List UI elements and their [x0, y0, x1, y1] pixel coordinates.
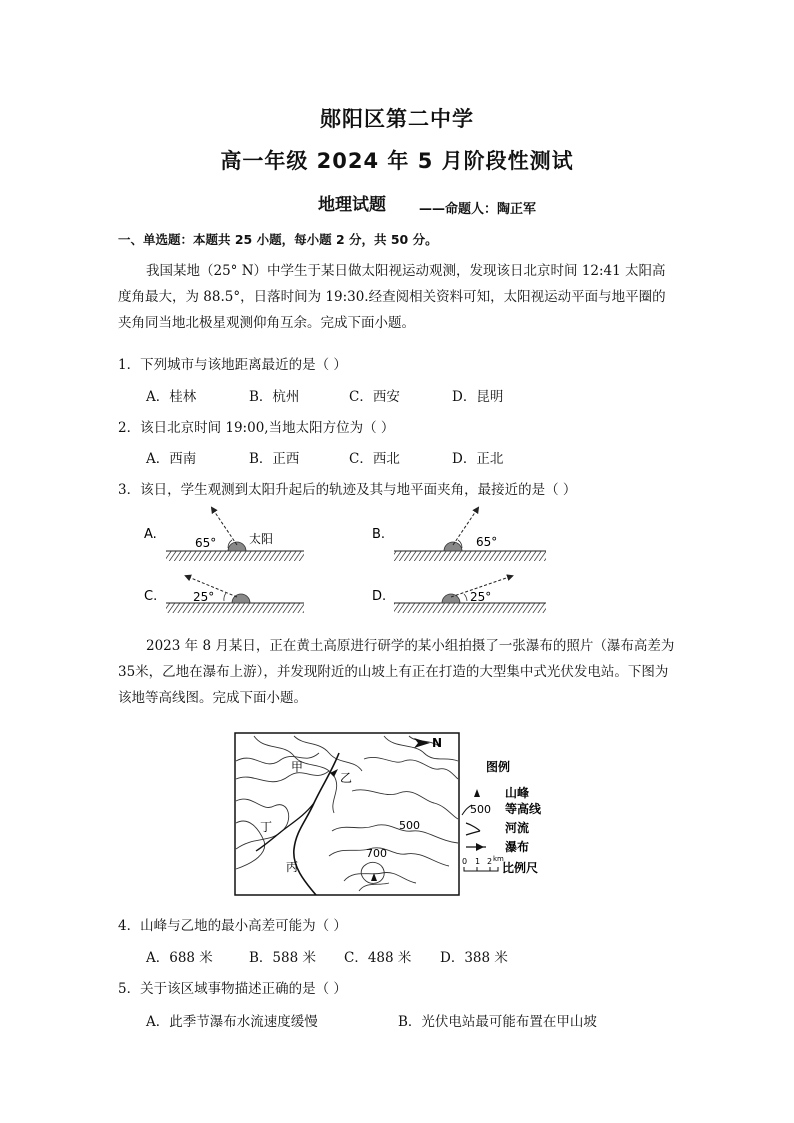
- contour-label-700: 700: [366, 847, 387, 860]
- diagram-d: [372, 576, 546, 613]
- north-label: N: [432, 736, 443, 750]
- peak-icon: [474, 789, 480, 797]
- legend-title: 图例: [486, 760, 511, 774]
- question-5-option-a: A．此季节瀑布水流速度缓慢: [146, 1014, 318, 1030]
- diagram-c-letter: C.: [144, 589, 158, 604]
- legend-contour-value: 500: [470, 803, 491, 816]
- diagram-c: [144, 576, 304, 613]
- legend-contour-label: 等高线: [505, 802, 542, 816]
- question-4-option-d: D．388 米: [440, 950, 508, 966]
- question-3-stem: 3．该日，学生观测到太阳升起后的轨迹及其与地平面夹角，最接近的是（ ）: [118, 482, 577, 498]
- question-4-option-b: B．588 米: [249, 950, 316, 966]
- question-4-option-a: A．688 米: [146, 950, 213, 966]
- diagram-a-angle: 65°: [195, 536, 217, 550]
- question-1-option-b: B．杭州: [249, 389, 300, 405]
- svg-text:km: km: [493, 855, 504, 863]
- author-line: ——命题人：陶正军: [419, 202, 537, 217]
- sun-icon: [232, 594, 250, 603]
- section-heading: 一、单选题：本题共 25 小题，每小题 2 分，共 50 分。: [118, 232, 438, 247]
- scale-bar: [462, 855, 538, 875]
- sun-icon: [228, 542, 246, 551]
- question-2-option-a: A．西南: [146, 451, 197, 467]
- subject-title: 地理试题: [318, 195, 386, 215]
- question-2-stem: 2．该日北京时间 19:00,当地太阳方位为（ ）: [118, 420, 395, 436]
- question-1-option-d: D．昆明: [452, 389, 504, 405]
- diagram-d-letter: D.: [372, 589, 387, 604]
- exam-title: 高一年级 2024 年 5 月阶段性测试: [220, 149, 574, 173]
- legend-waterfall-label: 瀑布: [505, 840, 530, 854]
- diagram-a: [144, 508, 304, 561]
- svg-text:0: 0: [462, 857, 468, 866]
- question-2-option-d: D．正北: [452, 451, 504, 467]
- map-legend: [462, 759, 542, 875]
- diagram-a-sun-label: 太阳: [249, 532, 274, 546]
- diagram-b-letter: B.: [372, 527, 386, 542]
- passage-1: 我国某地（25° N）中学生于某日做太阳视运动观测，发现该日北京时间 12:41 太阳高度角最大，为 88.5°，日落时间为 19:30.经查阅相关资料可知，太阳视运动平面与地平圈的夹角同当地北极星观测仰角互余。完成下面小题。: [118, 263, 666, 331]
- place-jia: 甲: [291, 760, 304, 774]
- svg-text:1: 1: [475, 857, 481, 866]
- question-4-option-c: C．488 米: [344, 950, 412, 966]
- question-1-option-a: A．桂林: [146, 389, 197, 405]
- river-icon: [466, 823, 480, 835]
- school-title: 郧阳区第二中学: [320, 107, 474, 131]
- diagram-c-angle: 25°: [193, 590, 215, 604]
- scale-label: 比例尺: [502, 861, 539, 875]
- question-1-option-c: C．西安: [349, 389, 400, 405]
- diagram-b-angle: 65°: [476, 535, 498, 549]
- sun-path-diagrams: [140, 500, 560, 620]
- place-yi: 乙: [340, 771, 353, 785]
- contour-map: [234, 731, 560, 897]
- question-4-stem: 4．山峰与乙地的最小高差可能为（ ）: [118, 918, 347, 934]
- question-1-stem: 1．下列城市与该地距离最近的是（ ）: [118, 357, 347, 373]
- diagram-a-letter: A.: [144, 527, 157, 542]
- map-frame: [235, 733, 459, 895]
- question-5-option-b: B．光伏电站最可能布置在甲山坡: [398, 1014, 597, 1030]
- place-ding: 丁: [260, 820, 273, 834]
- diagram-b: [372, 508, 546, 561]
- diagram-d-angle: 25°: [470, 590, 492, 604]
- svg-text:2: 2: [487, 857, 493, 866]
- question-2-option-b: B．正西: [249, 451, 300, 467]
- sun-icon: [444, 542, 462, 551]
- legend-peak-label: 山峰: [505, 786, 530, 800]
- passage-2: 2023 年 8 月某日，正在黄土高原进行研学的某小组拍摄了一张瀑布的照片（瀑布高差为 35米，乙地在瀑布上游），并发现附近的山坡上有正在打造的大型集中式光伏发电站。下图为该地等高线图。完成下面小题。: [118, 638, 675, 706]
- legend-river-label: 河流: [505, 821, 530, 835]
- question-5-stem: 5．关于该区域事物描述正确的是（ ）: [118, 981, 347, 997]
- place-bing: 丙: [286, 860, 299, 874]
- question-2-option-c: C．西北: [349, 451, 400, 467]
- contour-label-500: 500: [399, 819, 420, 832]
